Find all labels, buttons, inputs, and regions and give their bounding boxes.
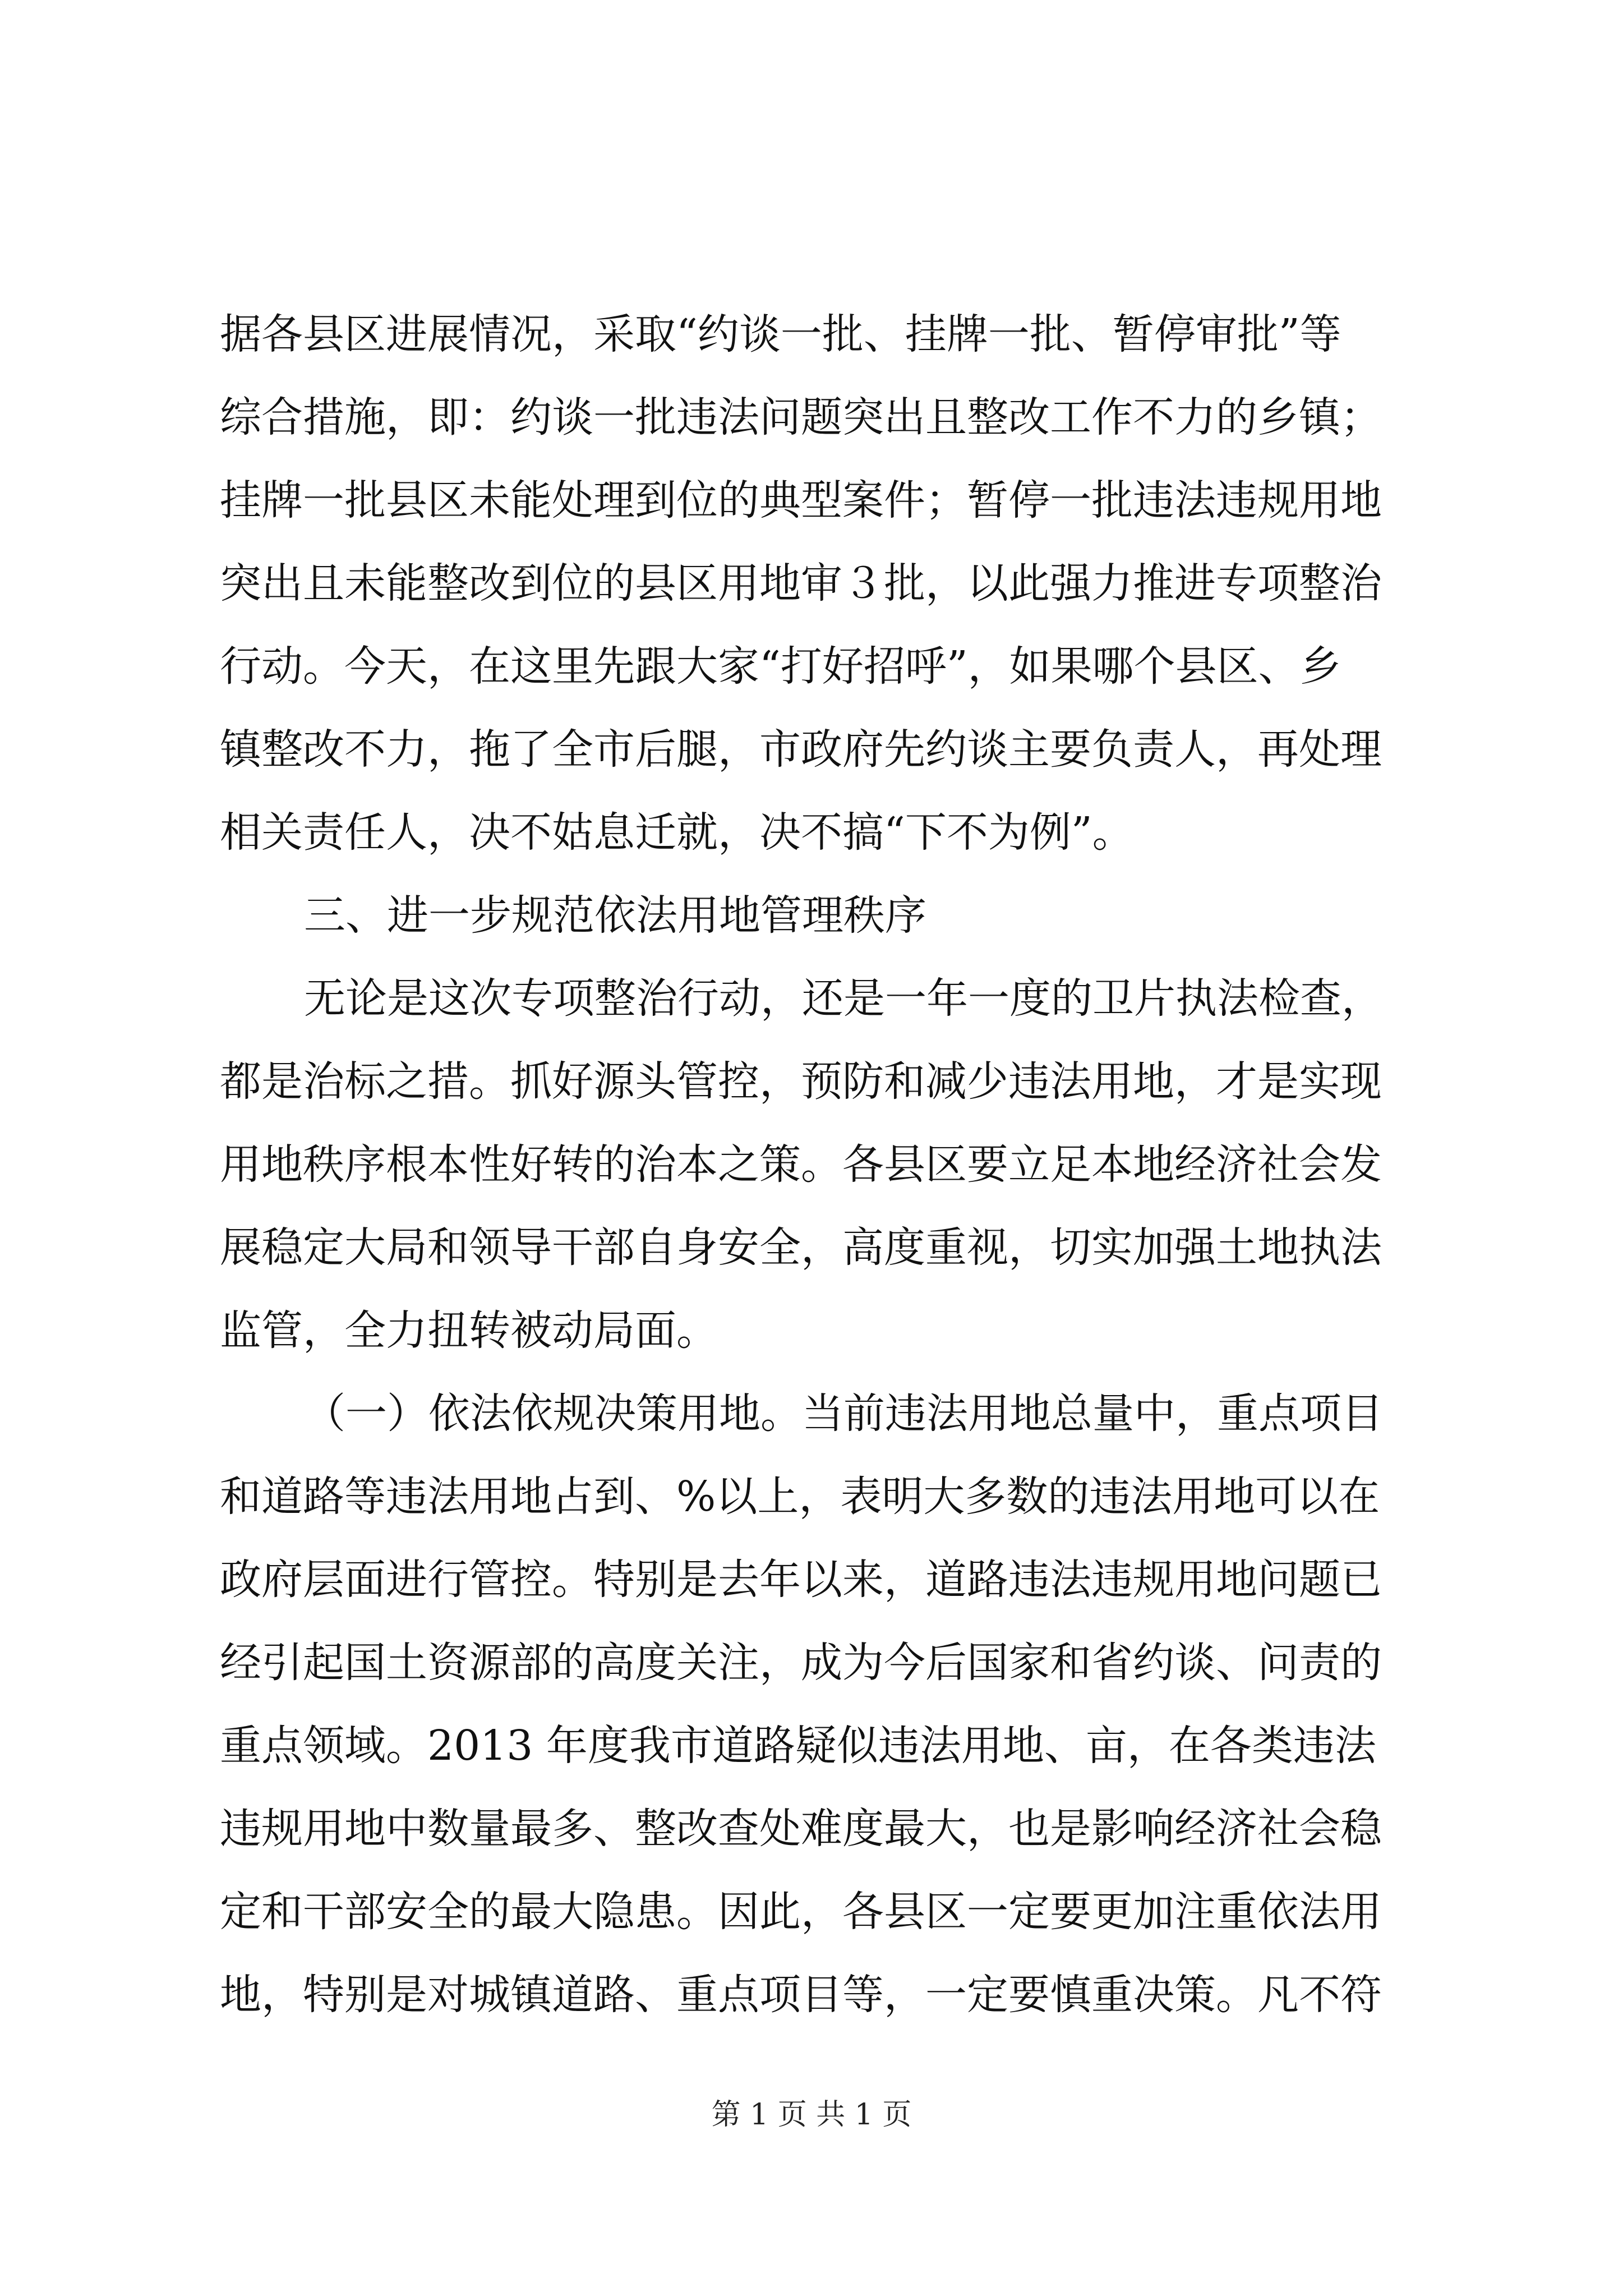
section-heading: 三、进一步规范依法用地管理秩序 [304,891,926,940]
paragraph-line: 综合措施，即：约谈一批违法问题突出且整改工作不力的乡镇； [220,393,1382,441]
paragraph-line: 相关责任人，决不姑息迁就，决不搞“下不为例”。 [220,808,1134,857]
paragraph-line: 用地秩序根本性好转的治本之策。各县区要立足本地经济社会发 [220,1140,1382,1189]
paragraph-line: 突出且未能整改到位的县区用地审３批，以此强力推进专项整治 [220,559,1382,608]
page-footer [0,2095,1623,2134]
paragraph-line: 都是治标之措。抓好源头管控，预防和减少违法用地，才是实现 [220,1057,1382,1106]
paragraph-line: 挂牌一批县区未能处理到位的典型案件；暂停一批违法违规用地 [220,476,1382,524]
paragraph-line: 地，特别是对城镇道路、重点项目等，一定要慎重决策。凡不符 [220,1971,1382,2019]
paragraph-line: 政府层面进行管控。特别是去年以来，道路违法违规用地问题已 [220,1556,1382,1604]
page-number-label: 第 1 页 共 1 页 [711,2098,912,2132]
paragraph-line: 监管，全力扭转被动局面。 [220,1306,718,1355]
paragraph-line: 无论是这次专项整治行动，还是一年一度的卫片执法检查， [304,974,1383,1023]
paragraph-line: 经引起国土资源部的高度关注，成为今后国家和省约谈、问责的 [220,1639,1382,1687]
paragraph-line: 和道路等违法用地占到、%以上，表明大多数的违法用地可以在 [220,1473,1380,1521]
paragraph-line: 定和干部安全的最大隐患。因此，各县区一定要更加注重依法用 [220,1888,1382,1936]
subsection-heading-line: （一）依法依规决策用地。当前违法用地总量中，重点项目 [304,1389,1383,1438]
paragraph-line: 违规用地中数量最多、整改查处难度最大，也是影响经济社会稳 [220,1805,1382,1853]
paragraph-line: 展稳定大局和领导干部自身安全，高度重视，切实加强土地执法 [220,1223,1382,1272]
paragraph-line: 据各县区进展情况，采取“约谈一批、挂牌一批、暂停审批”等 [220,310,1341,358]
paragraph-line: 镇整改不力，拖了全市后腿，市政府先约谈主要负责人，再处理 [220,725,1382,774]
document-body [220,293,1408,2036]
paragraph-line: 重点领域。2013 年度我市道路疑似违法用地、亩，在各类违法 [220,1722,1376,1770]
paragraph-line: 行动。今天，在这里先跟大家“打好招呼”，如果哪个县区、乡 [220,642,1341,691]
